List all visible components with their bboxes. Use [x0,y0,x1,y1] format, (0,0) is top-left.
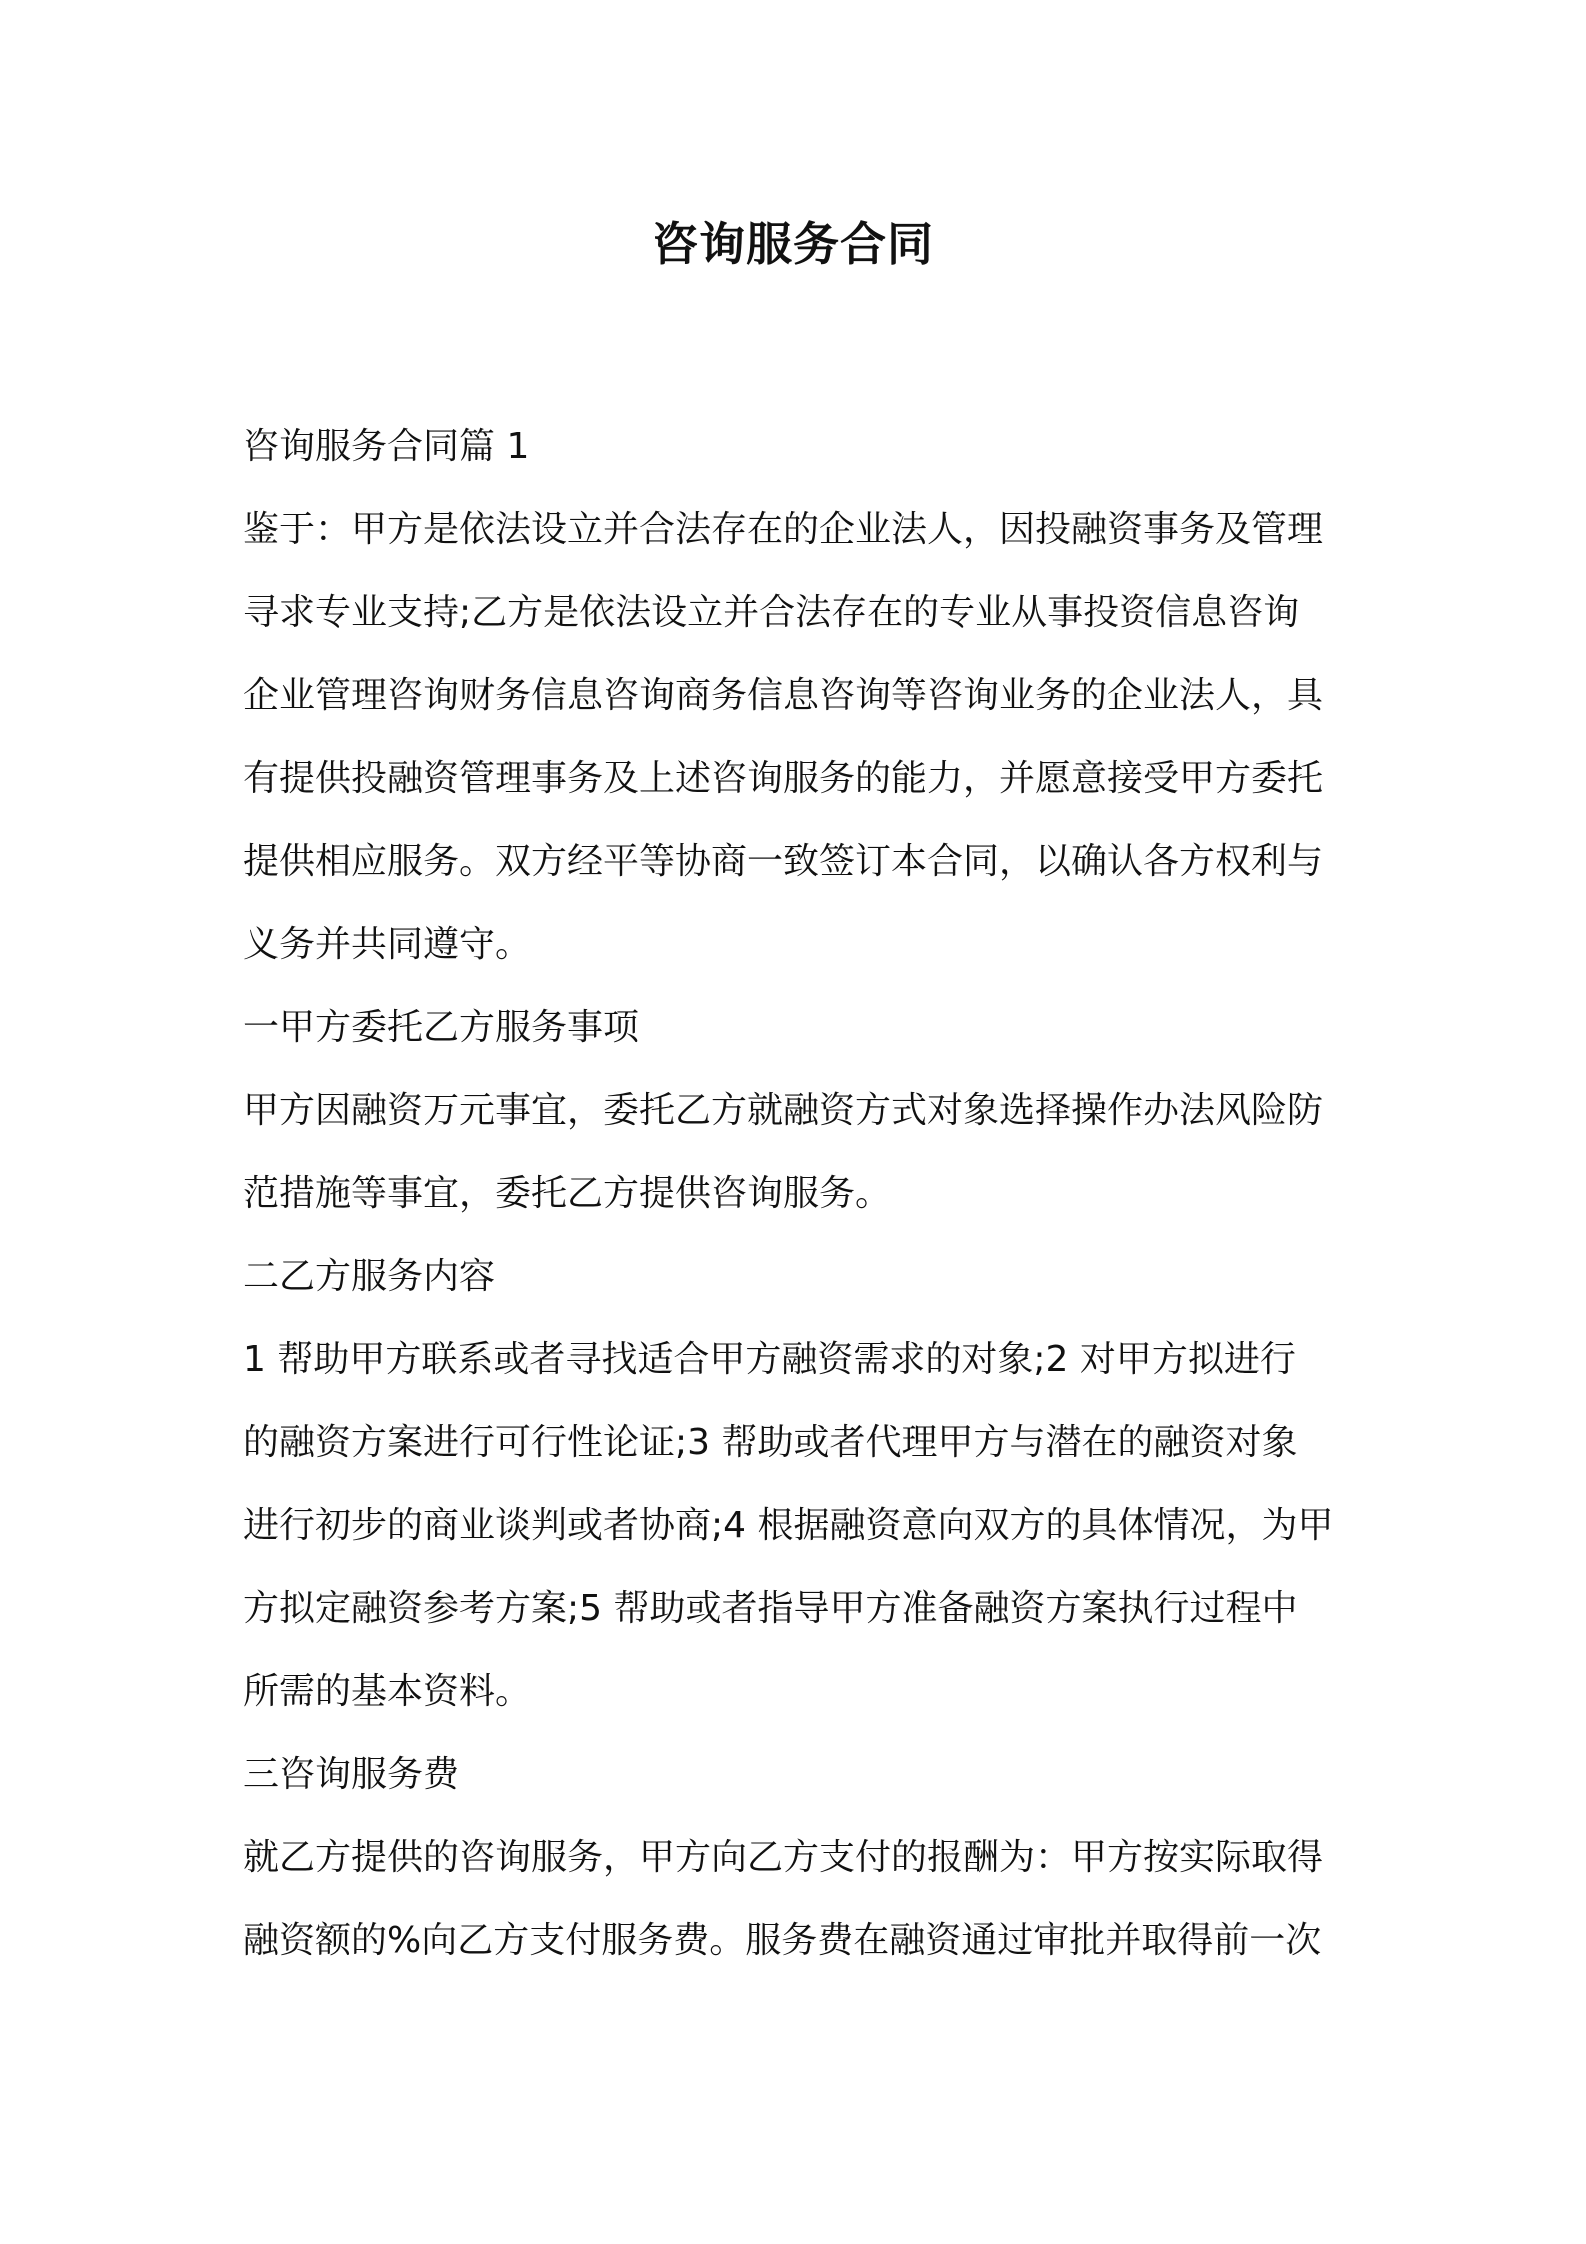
paragraph-line: 企业管理咨询财务信息咨询商务信息咨询等咨询业务的企业法人，具 [243,675,1324,716]
paragraph-line: 寻求专业支持;乙方是依法设立并合法存在的专业从事投资信息咨询 [243,592,1300,633]
section-heading: 咨询服务合同篇 1 [243,426,530,467]
paragraph-line: 范措施等事宜，委托乙方提供咨询服务。 [243,1173,892,1214]
document-title: 咨询服务合同 [652,217,934,271]
paragraph-line: 进行初步的商业谈判或者协商;4 根据融资意向双方的具体情况，为甲 [243,1505,1334,1546]
section-heading: 二乙方服务内容 [243,1256,496,1297]
paragraph-line: 鉴于：甲方是依法设立并合法存在的企业法人，因投融资事务及管理 [243,509,1324,550]
section-heading: 三咨询服务费 [243,1754,460,1795]
paragraph-line: 所需的基本资料。 [243,1671,532,1712]
paragraph-line: 1 帮助甲方联系或者寻找适合甲方融资需求的对象;2 对甲方拟进行 [243,1339,1296,1380]
paragraph-line: 就乙方提供的咨询服务，甲方向乙方支付的报酬为：甲方按实际取得 [243,1837,1324,1878]
paragraph-line: 甲方因融资万元事宜，委托乙方就融资方式对象选择操作办法风险防 [243,1090,1324,1131]
section-heading: 一甲方委托乙方服务事项 [243,1007,640,1048]
paragraph-line: 融资额的%向乙方支付服务费。服务费在融资通过审批并取得前一次 [243,1920,1322,1961]
paragraph-line: 义务并共同遵守。 [243,924,532,965]
paragraph-line: 方拟定融资参考方案;5 帮助或者指导甲方准备融资方案执行过程中 [243,1588,1298,1629]
paragraph-line: 提供相应服务。双方经平等协商一致签订本合同，以确认各方权利与 [243,841,1324,882]
paragraph-line: 有提供投融资管理事务及上述咨询服务的能力，并愿意接受甲方委托 [243,758,1324,799]
document-body [243,405,1363,1982]
paragraph-line: 的融资方案进行可行性论证;3 帮助或者代理甲方与潜在的融资对象 [243,1422,1298,1463]
